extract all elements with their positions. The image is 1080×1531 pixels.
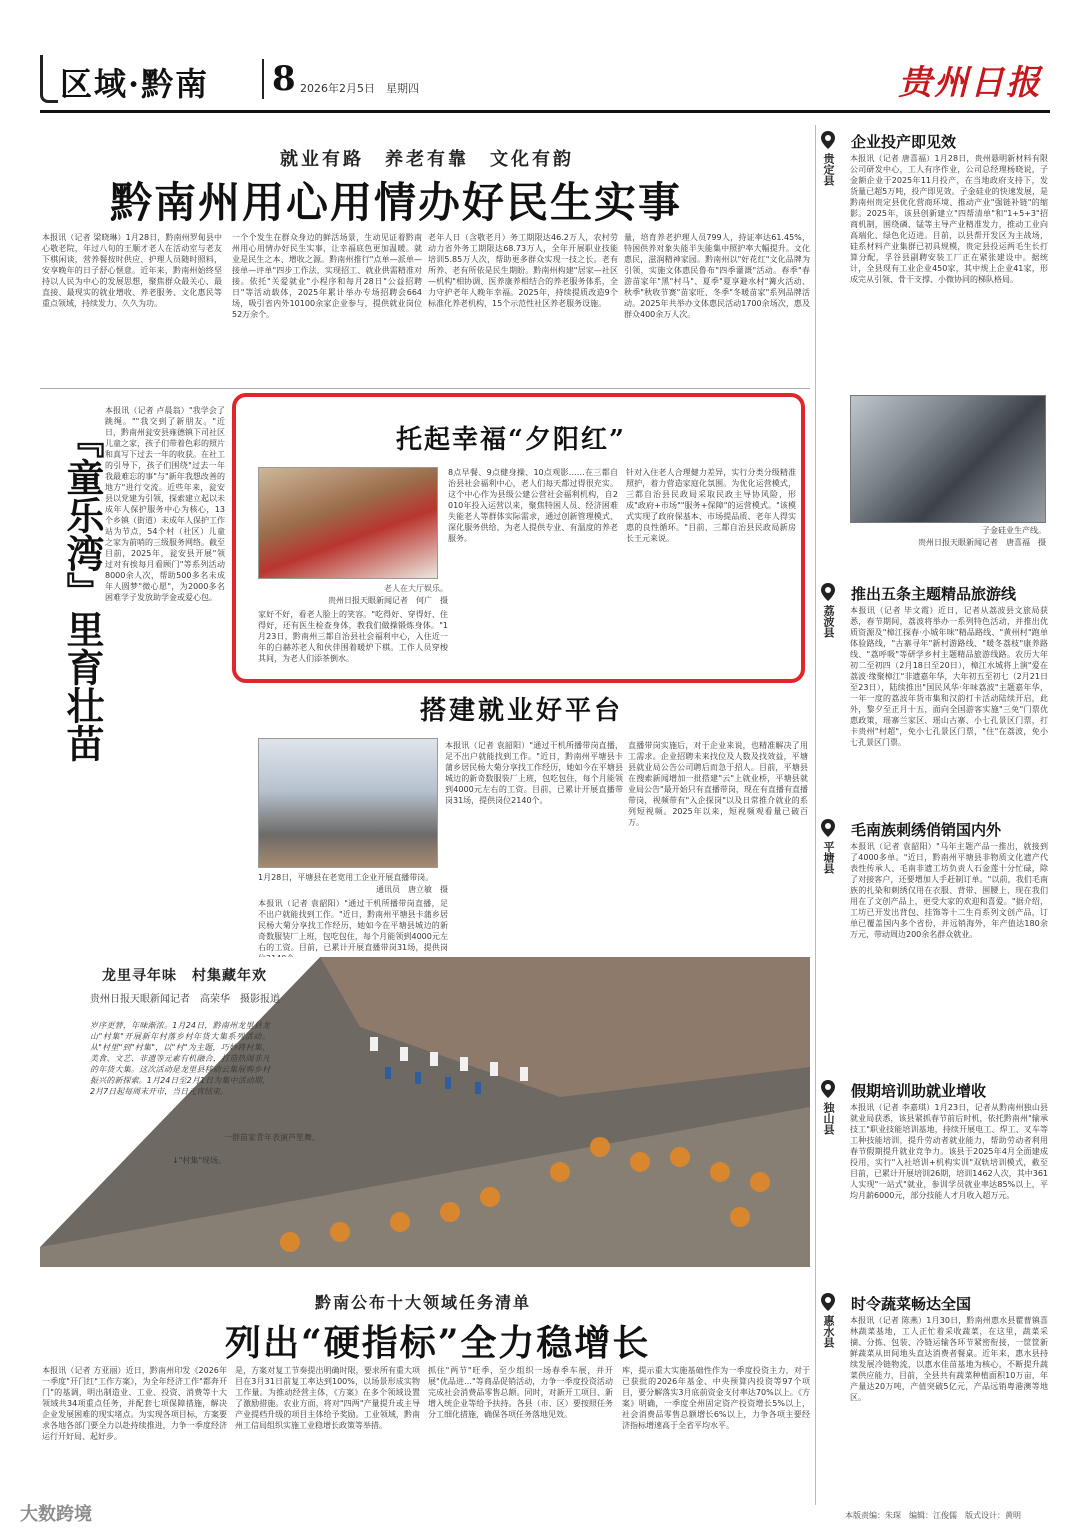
festival-headline: 龙里寻年味 村集藏年欢 [102,968,267,984]
festival-caption-1: 一群苗家青年表演芦笙舞。 [224,1133,320,1142]
children-story-headline: 『童乐湾』里育壮苗 [60,420,105,762]
factory-photo-credit: 贵州日报天眼新闻记者 唐喜福 摄 [918,538,1046,547]
county-news-body: 本报讯（记者 李嘉琪）1月23日，记者从黔南州独山县就业局获悉，该县紧抓春节前后时机，依托黔南州"输承技工"职业技能培训基地，持续开展电工、焊工、叉车等工种技能培训，提升劳动者就业能力，帮助劳动者利用春节假期提升就业竞争力。该县于2025年4月全面建成投用，实行"入社培训+机构实训"双轨培训模式，截至目前，已累计开展培训26期，培训1462人次，其中361人实现"一站式"就业，参训学员就业率达85%以上，平均月薪6000元，部分技能人才月收入超万元。 [850,1103,1048,1200]
location-pin-icon [821,1293,835,1311]
elderly-care-headline: 托起幸福“夕阳红” [396,425,626,455]
elderly-photo-credit: 贵州日报天眼新闻记者 何广 摄 [328,596,448,605]
employment-column-1: 本报讯（记者 袁韶阳）"通过干机所播带岗直播，足不出户就能找到工作。"近日，黔南州平塘县卡蒲乡居民杨大菊分享找工作经历，她如今在平塘县城边的新奇数服装厂上班，包吃包住，每个月能领到4000元左右的工资。目前，已累计开展直播带岗31场，提供岗位2140个。 [445,741,623,805]
employment-headline: 搭建就业好平台 [420,696,624,726]
county-name: 平塘县 [822,841,835,874]
county-news-title: 企业投产即见效 [851,133,957,151]
section-title: 区域·黔南 [60,65,210,103]
lead-column-3: 老年人日（含敬老月）务工期限达46.2万人，农村劳动力省外务工期限达68.73万人，全年开展职业技能培训5.85万人次，帮助更多群众实现一技之长。老有所养、老有所依是民生期盼。黔南州构建"居家—社区—机构"相协调、医养康养相结合的养老服务体系，全力守护老年人晚年幸福。2025年，持续提质改造9个标准化养老机构，15个示范性社区养老服务设施。 [428,233,618,308]
bottom-column-4: 库，提示重大实施基础性作为一季度投资主力，对于已获批的2026年基金、中央预算内投资等97个项目，要分解落实3月底前资金支付率达70%以上。《方案》明确，一季度全州固定资产投资增长5%以上，社会消费品零售总额增长6%以上，力争各项主要经济指标增速高于全省平均水平。 [622,1366,810,1430]
elderly-photo-caption: 老人在大厅娱乐。 [384,584,448,593]
lead-headline: 黔南州用心用情办好民生实事 [110,178,683,227]
county-news-body: 本报讯（记者 毕文霞）近日，记者从荔波县文旅局获悉，春节期间，荔波将举办一系列特色活动，并推出优质资源及"樟江探春·小城年味"精品路线、"黄州村"跑单体验路线，"古寨寻年"新村游路线、"暖冬荔枝"康养路线、"荔呼吸"等研学乡村主题精品旅游线路。农历大年初二至初四（2月18日至20日），樟江水城将上演"爱在荔波·缘聚樟江"非遗嘉年华，大年初五至初七（2月21日至23日），陆续推出"国民风华·年味荔波"主题嘉年华，一年一度的荔波年货市集和汉韵打卡活动陆续开启，此外，黎夕至正月十五，面向全国游客实施"三免"门票优惠政策，瑶寨兰家区、瑶山古寨、小七孔景区门票，打卡贵州"村超"，免小七孔景区门票，"住"在荔波，免小七孔景区门票。 [850,606,1048,747]
bottom-column-1: 本报讯（记者 方亚丽）近日，黔南州印发《2026年一季度"开门红"工作方案》，为全年经济工作"都奔开门"的基调，明出制造业、工业、投资、消费等十大领域共34项重点任务，并配套七项保障措施，解决企业发展困难的现实堵点。为实现各项目标，方案要求各地各部门要全力以赴持续推进，力争一季度经济运行开好局、起好步。 [42,1366,227,1441]
page-number: 8 [262,59,296,99]
watermark: 大数跨境 [20,1504,92,1525]
masthead [40,55,1050,105]
elderly-column-2: 8点早餐、9点健身操、10点观影……在三都自治县社会福利中心，老人们每天都过得很充实。这个中心作为县级公建公营社会福利机构，自2010年投入运营以来，聚焦特困人员、经济困难失能老人等群体实际需求，通过创新管理模式、深化服务供给，为老人提供专业、有温度的养老服务。 [448,468,618,543]
elderly-column-3: 针对入住老人合理健力差异，实行分类分级精准照护，着力营造家庭化氛围。为优化运营模式，三都自治县民政局采取民政主导协风险，形成"政府+市场""服务+保障"的运营模式。"该模式实现了政府保基本、市场提品质、老年人得实惠的良性循环。"目前，三都自治县民政局新房长王元来说。 [626,468,796,543]
employment-column-1a: 本报讯（记者 袁韶阳）"通过干机所播带岗直播，足不出户就能找到工作。"近日，黔南州平塘县卡蒲乡居民杨大菊分享找工作经历，她如今在平塘县城边的新奇数服装厂上班，包吃包住，每个月能领到4000元左右的工资。目前，已累计开展直播带岗31场，提供岗 [258,899,448,952]
masthead-rule [40,110,1050,113]
county-news-title: 时令蔬菜畅达全国 [851,1295,972,1313]
county-news-title: 假期培训助就业增收 [851,1082,987,1100]
employment-photo-credit: 通讯员 唐立敏 摄 [376,885,448,894]
location-pin-icon [821,819,835,837]
editor-credit: 本版责编：朱琛 编辑：江俊儒 版式设计：黄明 [845,1511,1021,1520]
lead-column-1: 本报讯（记者 梁晓琳）1月28日，黔南州罗甸县中心敬老院，年过八旬的王顺才老人在活动室与老友下棋闲谈，营养餐按时供应、护理人员随时照料，安享晚年的日子舒心惬意。近年来，黔南州始终坚持以人民为中心的发展思想，聚焦群众最关心、最直接、最现实的就业增收、养老服务、文化惠民等重点领域，持续发力、久久为功。 [42,233,222,308]
county-news-sidebar [815,125,1055,1505]
county-name: 惠水县 [822,1315,835,1348]
elderly-column-1: 家好不好，看老人脸上的笑容。"吃得好、穿得好、住得好，还有医生检查身体，教我们做操锻炼身体。"1月23日，黔南州三都自治县社会福利中心，入住近一年的白赫苏老人和伙伴围着暖炉下棋。工作人员穿梭其间，为老人们添茶倒水。 [258,610,448,663]
section-divider [40,388,810,389]
bottom-kicker: 黔南公布十大领域任务清单 [315,1293,532,1312]
masthead-bracket [40,55,58,103]
bottom-headline: 列出“硬指标”全力稳增长 [225,1322,651,1364]
festival-caption-2: ↓"村集"现场。 [172,1156,227,1165]
location-pin-icon [821,131,835,149]
factory-photo-caption: 子金硅业生产线。 [982,526,1046,535]
elderly-activity-photo [258,467,438,579]
factory-production-photo [850,395,1046,523]
lead-column-4: 量，培育养老护理人员799人，持证率达61.45%，特困供养对象失能半失能集中照护率大幅提升。文化惠民，滋润精神家园。黔南州以"好花红"文化品牌为引领，实施文体惠民鲁布"四季灌溉"活动。春季"春游苗家年"黑"村马"、夏季"夏享避水村"篝火活动、秋季"秋收节赛"苗家旺、冬季"冬暖苗家"系列品牌活动。2025年共举办文体惠民活动1700余场次，惠及群众400余万人次。 [624,233,810,319]
bottom-column-2: 是，方案对复工节奏提出明确时限，要求所有重大项目在3月31日前复工率达到100%，以场景形成实物工作量。为推动经营主体，《方案》在多个领域设置了激励措施。农业方面，将对"四两"产量提升或主导产业提档升级的项目主体给予奖励。工业领域，黔南州工信局组织实施工业稳增长政策等举措。 [235,1366,420,1430]
county-news-body: 本报讯（记者 袁韶阳）"马年主题产品一推出，就接到了4000多单。"近日，黔南州平塘县非物质文化遗产代表性传承人、毛南非遗工坊负责人石金莲十分忙碌，除了对接客户，还要增加人手赶制订单。"以前，我们毛南族的扎染和刺绣仅用在衣服、背带、围腰上，现在我们用在了文创产品上，更受大家的欢迎和喜爱。"据介绍，工坊已开发出背包、挂饰等十二生肖系列文创产品，订单已覆盖国内多个省份，并远销海外，年产值达180余万元，带动周边200余名群众就业。 [850,842,1048,939]
festival-body: 岁序更替，年味渐浓。1月24日，黔南州龙里县龙山"村集"开展新年村落乡村年货大集系列活动。从"村里"到"村集"，以"村"为主题，巧妙将村集、美食、文艺、非遗等元素有机融合，打造热闹非凡的年货大集。这次活动是龙里县移动云集展购乡村振兴的新探索。1月24日至2月1日为集中活动期，2月7日起每周末开市，当日元宵结束。 [90,1021,270,1096]
lead-column-2: 一个个发生在群众身边的鲜活场景，生动见证着黔南州用心用情办好民生实事，让幸福底色更加温暖。就业是民生之本、增收之源。黔南州推行"点单—派单—接单—评单"四步工作法，实现招工、就业供需精准对接。依托"关爱就业"小程序和每月28日"公益招聘日"等活动载体，2025年累计举办专场招聘会664场，吸引省内外10100余家企业参与，提供就业岗位52万余个。 [232,233,422,319]
location-pin-icon [821,1080,835,1098]
elderly-care-feature-box [232,393,805,683]
county-news-title: 推出五条主题精品旅游线 [851,585,1017,603]
county-name: 贵定县 [822,153,835,186]
newspaper-logo: 贵州日报 [898,63,1042,103]
employment-photo-caption: 1月28日，平塘县在老宽用工企业开展直播带岗。 [258,873,434,882]
county-news-body: 本报讯（记者 唐喜福）1月28日，贵州悬明新材料有限公司研发中心，工人有序作业，公司总经理杨晓说，子金额企业于2025年11月投产，在当地政府支持下，发货量已超5万吨，投产即见效。子金硅业的快速发展，是黔南州贵定县优化营商环境、推动产业"强链补链"的缩影。2025年，该县创新建立"四帮清单"和"1+5+3"招商机制，围绕磷、锰等主导产业精准发力，推动工业向高端化、绿色化迈进。目前，以县帮开发区为主战场，硅系材料产业集群已初具规模，贵定县投运两毛生长打算分配，孚谷县副聘安装工厂正在紧张建设中。据统计，全县现有工业企业450家，其中规上企业41家，形成完从引领、骨干支撑、小微协同的梯队格局。 [850,154,1048,284]
festival-byline: 贵州日报天眼新闻记者 高荣华 摄影报道 [90,994,280,1005]
county-name: 荔波县 [822,605,835,638]
county-news-body: 本报讯（记者 陈燕）1月30日，黔南州惠水县瞿曹镇喜林蔬菜基地，工人正忙着采收蔬菜，在这里，蔬菜采摘、分拣、包装、冷链运输各环节紧密衔接，一筐筐新鲜蔬菜从田间地头直达消费者餐桌。近年来，惠水县持续发展冷链物流，以惠水佳苗基地为核心，不断提升蔬菜供应能力，目前，全县共有蔬菜种植面积10万亩，年产量达20万吨，产值突破5亿元，产品远销粤港澳等地区。 [850,1316,1048,1402]
children-story-body: 本报讯（记者 卢晨翁）"我学会了跳绳。""我交到了新朋友。"近日，黔南州瓮安县雍德镇下司社区儿童之家，孩子们带着色彩的照片和真写下过去一年的收获。在社工的引导下，孩子们围绕"过去一年我最难忘的事"与"新年我想改善的地方"进行交流。近些年来，瓮安县以党建为引领，探索建立起以未成年人保护服务中心为核心，13个乡镇（街道）未成年人保护工作站为节点，54个村（社区）儿童之家为前哨的三级服务网络。截至目前，2025年，瓮安县开展"领过对有挨每月看顾门"等系列活动8000余人次，帮助500多名未成年人圆梦"微心愿"，为2000多名困难学子发放助学金或爱心包。 [105,406,225,602]
location-pin-icon [821,583,835,601]
bottom-column-3: 抓住"两节"旺季，至少组织一场春季车展，并开展"优品进…"等商品促销活动，力争一季度投资活动完成社会消费品零售总额。同时，对新开工项目、新增入统企业等给予扶持。各县（市、区）要按照任务分工细化措施，确保各项任务落地见效。 [428,1366,613,1419]
employment-column-2: 直播带岗实施后，对于企业来说，也精准解决了用工需求。企业招聘未来找位及人数及找效益，平塘县就业局公告公司聘后而急于招人。目前，平塘县在搜索新闻增加一批搭建"云"上就业桥，平塘县就业局公告"最开始只有直播带岗，现在有直播有直播带岗，视频带有"入企探岗"以及日常推介就业的系列短视频。2025年以来，短视频观看量已破百万。 [628,741,808,827]
issue-date: 2026年2月5日 星期四 [300,82,419,95]
county-name: 独山县 [822,1102,835,1135]
lead-kicker: 就业有路 养老有靠 文化有韵 [280,149,574,170]
livestream-recruitment-photo [258,738,438,868]
county-news-title: 毛南族刺绣俏销国内外 [851,821,1002,839]
